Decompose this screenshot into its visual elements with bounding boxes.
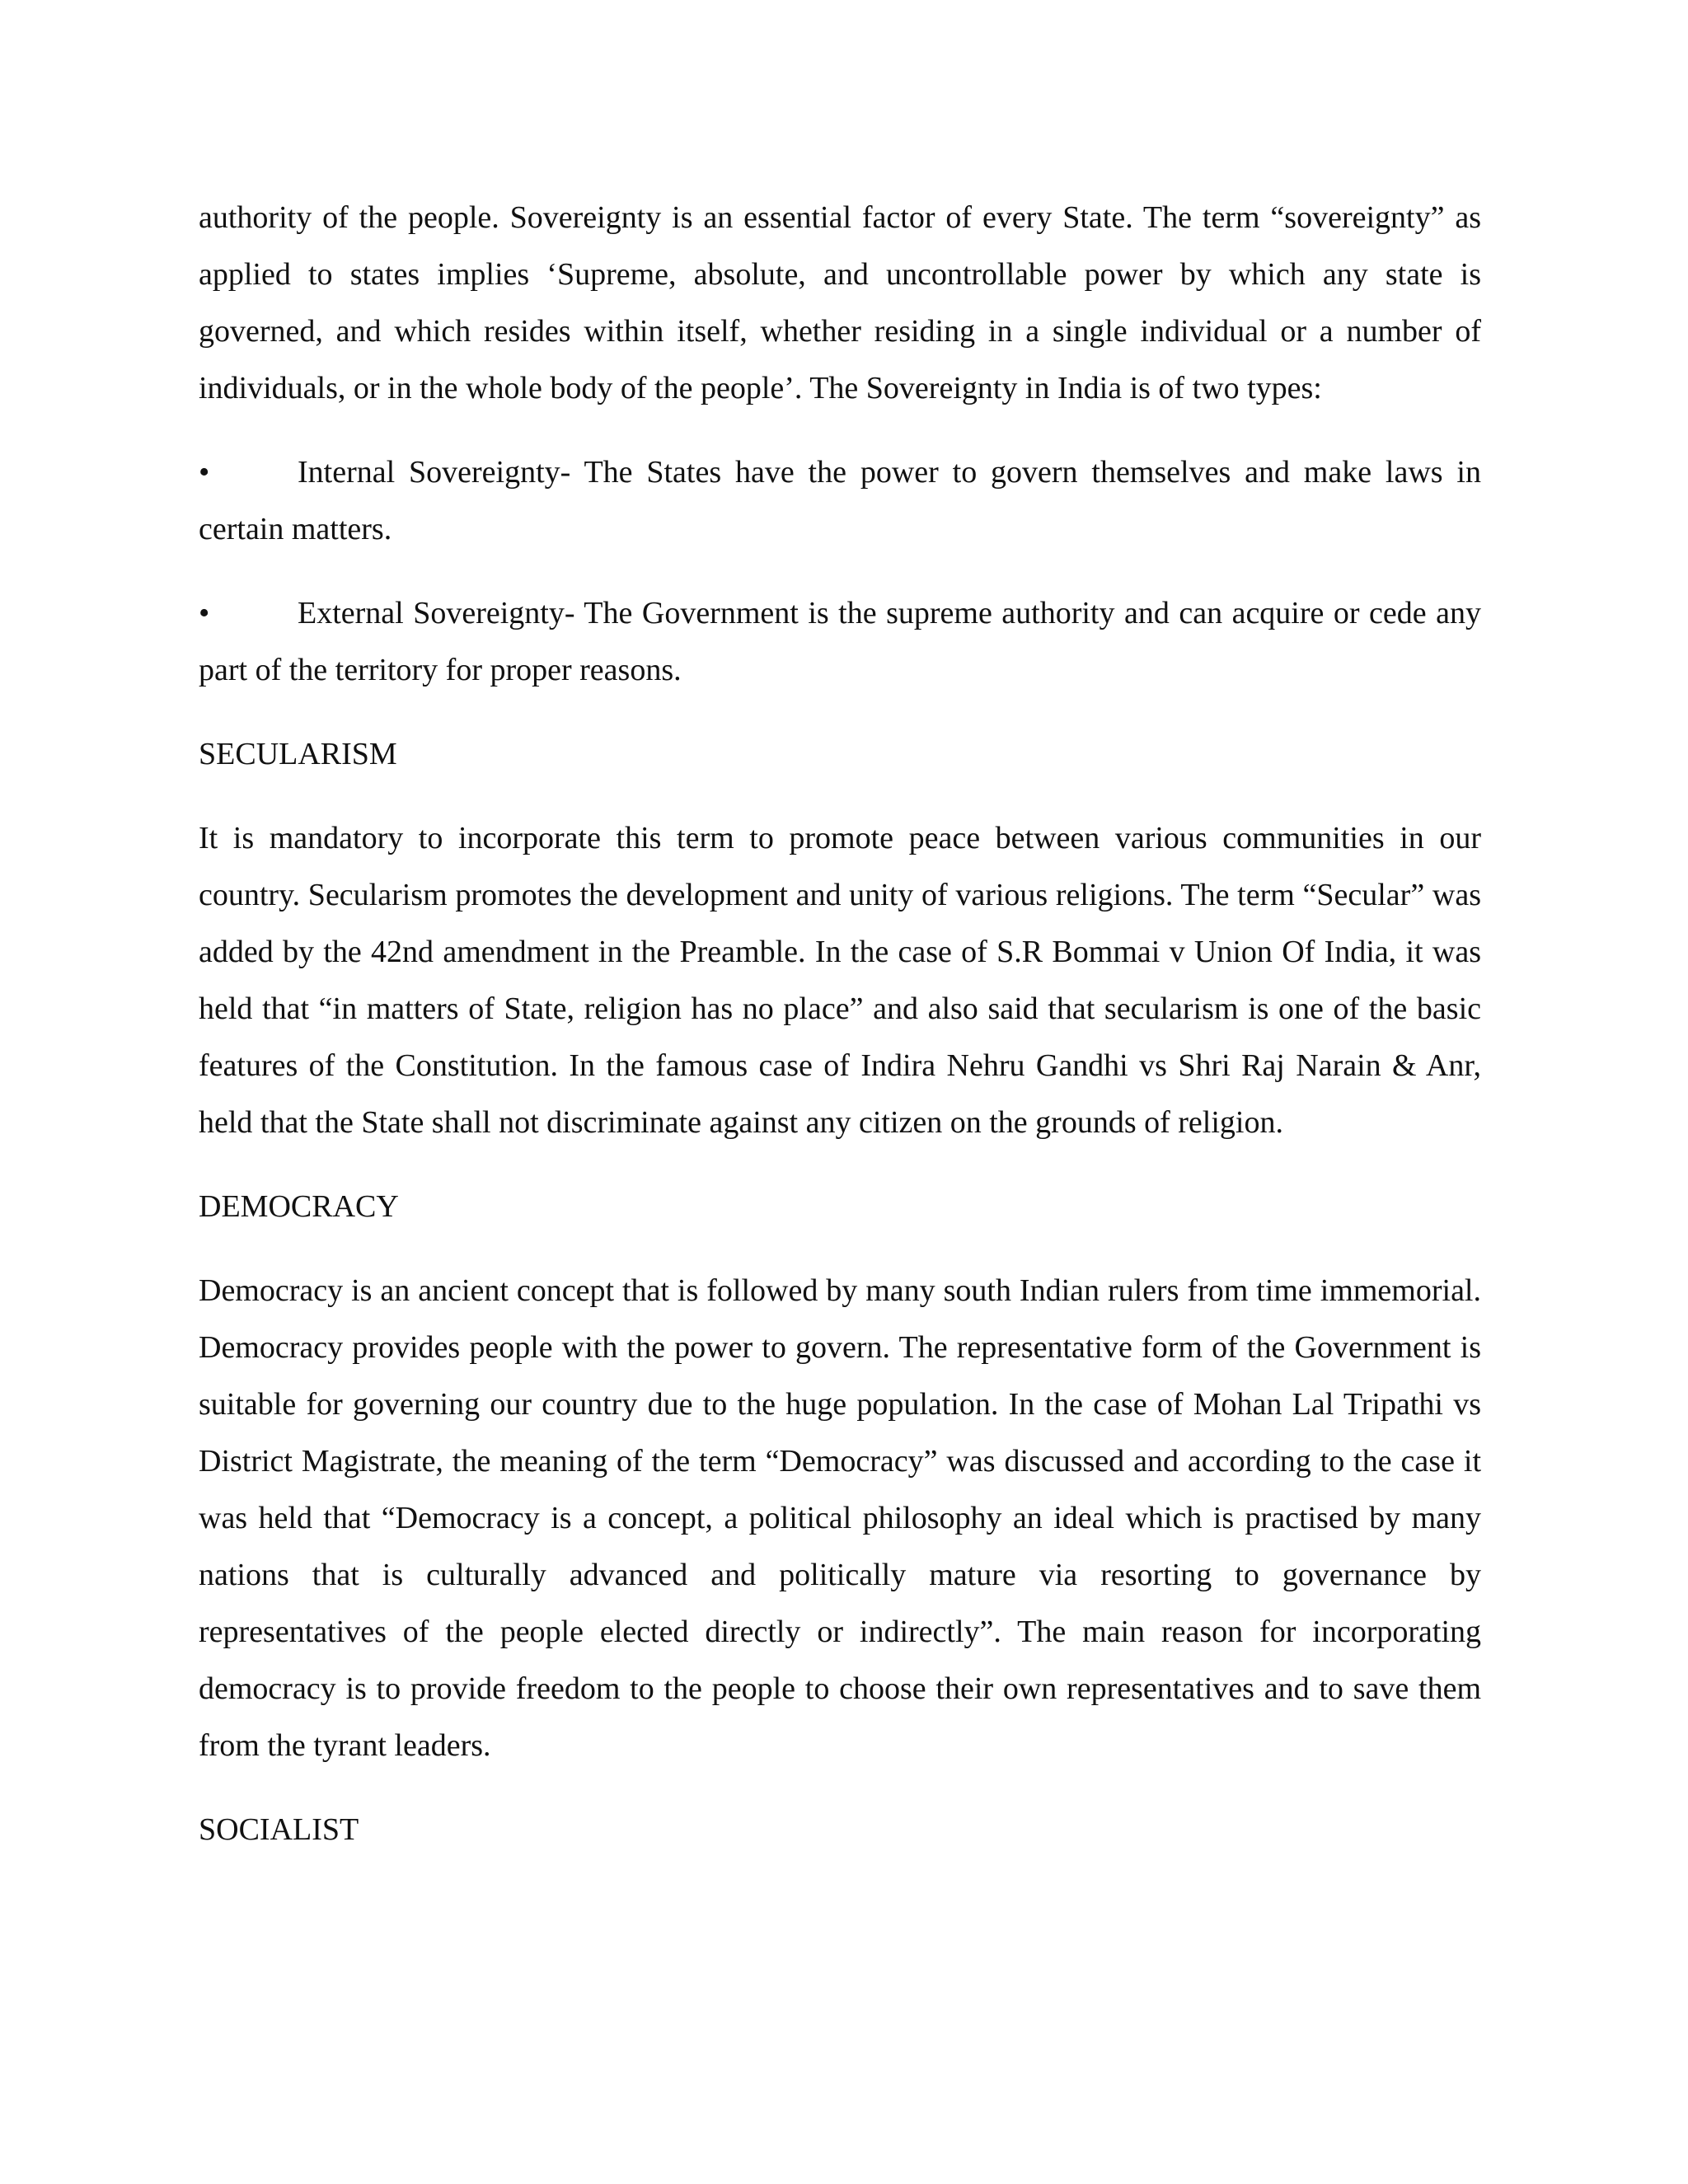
bullet-internal-sovereignty — [199, 444, 1481, 558]
document-body — [199, 190, 1481, 1886]
heading-socialist: SOCIALIST — [199, 1812, 359, 1847]
paragraph-democracy: Democracy is an ancient concept that is followed by many south Indian rulers from time immemorial. Democracy provides people with the power to govern. The representative form of the Government is suitable for governing our country due to the huge population. In the case of Mohan Lal Tripathi vs District Magistrate, the meaning of the term “Democracy” was discussed and according to the case it was held that “Democracy is a concept, a political philosophy an ideal which is practised by many nations that is culturally advanced and politically mature via resorting to governance by representatives of the people elected directly or indirectly”. The main reason for incorporating democracy is to provide freedom to the people to choose their own representatives and to save them from the tyrant leaders. — [199, 1273, 1481, 1763]
paragraph-secularism: It is mandatory to incorporate this term to promote peace between various communities in our country. Secularism promotes the development and unity of various religions. The term “Secular” was added by the 42nd amendment in the Preamble. In the case of S.R Bommai v Union Of India, it was held that “in matters of State, religion has no place” and also said that secularism is one of the basic features of the Constitution. In the famous case of Indira Nehru Gandhi vs Shri Raj Narain & Anr, held that the State shall not discriminate against any citizen on the grounds of religion. — [199, 821, 1481, 1140]
bullet-text: Internal Sovereignty- The States have the power to govern themselves and make laws in certain matters. — [199, 455, 1481, 546]
heading-secularism: SECULARISM — [199, 737, 397, 771]
bullet-marker: • — [199, 455, 210, 490]
bullet-text: External Sovereignty- The Government is the supreme authority and can acquire or cede any part of the territory for proper reasons. — [199, 596, 1481, 687]
bullet-external-sovereignty — [199, 585, 1481, 699]
bullet-marker: • — [199, 596, 210, 630]
heading-democracy: DEMOCRACY — [199, 1189, 399, 1224]
paragraph-sovereignty: authority of the people. Sovereignty is an essential factor of every State. The term “sovereignty” as applied to states implies ‘Supreme, absolute, and uncontrollable power by which any state is governed, and which resides within itself, whether residing in a single individual or a number of individuals, or in the whole body of the people’. The Sovereignty in India is of two types: — [199, 200, 1481, 405]
